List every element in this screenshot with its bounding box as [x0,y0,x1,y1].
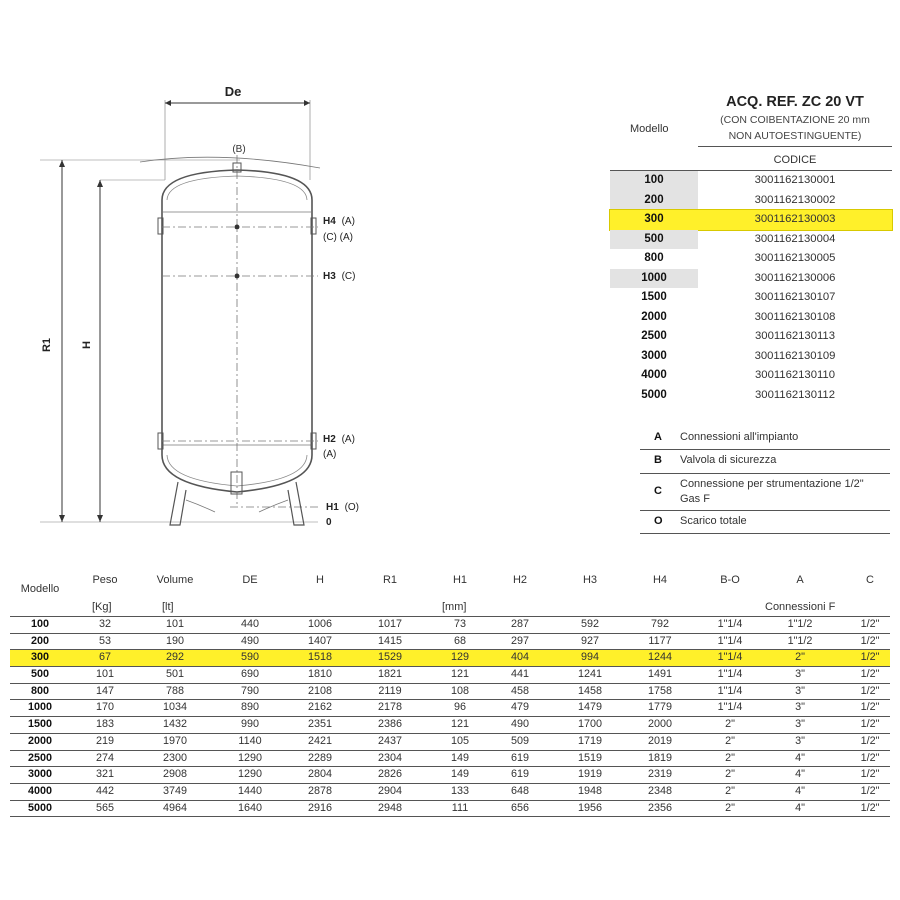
label-h2-conn: (A) [341,434,355,445]
table-cell-model: 200 [30,634,49,647]
table-cell: 690 [240,668,259,681]
table-cell: 101 [165,618,184,630]
code-table-model: 1500 [641,291,667,303]
table-cell: 2019 [647,734,673,747]
code-table-model: 300 [644,213,664,225]
table-cell: 2319 [647,768,673,781]
table-cell: 2348 [647,784,673,797]
code-table-row [610,230,892,250]
table-cell-model: 2500 [27,751,53,764]
table-cell: 2" [725,751,735,764]
code-table-modello-label: Modello [630,123,669,135]
table-cell: 1948 [577,784,603,797]
svg-text:H3 (C) [323,271,355,282]
table-cell: 2351 [307,718,333,731]
legend-key: C [654,485,662,497]
legend-item-c [640,474,890,511]
svg-text:H1 (O) [326,502,359,513]
table-cell: 1407 [307,634,333,647]
code-table-code: 3001162130004 [754,232,836,245]
table-cell: 1/2" [860,768,880,781]
label-h: H [81,341,93,349]
table-cell: 2948 [377,801,403,814]
table-cell: 3" [795,701,805,714]
table-cell: 619 [510,768,529,781]
table-cell: 1"1/4 [717,618,743,630]
table-cell: 2119 [378,684,402,697]
legend-key: A [654,431,662,443]
table-cell: 490 [510,718,529,731]
table-cell: 108 [450,684,469,697]
table-cell: 4" [795,768,805,781]
code-table-model: 100 [610,171,698,191]
code-table-code: 3001162130005 [754,252,836,264]
table-cell: 479 [510,701,529,714]
table-cell: 1779 [647,701,673,714]
table-cell: 490 [240,634,259,647]
label-h4-conn: (A) [341,216,355,227]
table-cell: 441 [510,668,529,681]
table-cell: 96 [453,701,466,714]
table-cell: 149 [450,751,469,764]
legend-text: Connessione per strumentazione 1/2" Gas F [680,478,864,505]
table-row [10,617,890,634]
table-cell: 105 [450,734,469,747]
table-cell-model: 500 [30,668,49,681]
table-cell: 619 [510,751,529,764]
table-cell: 648 [510,784,529,797]
table-cell: 1290 [237,751,263,764]
table-row [10,667,890,684]
data-table [10,570,890,817]
table-cell: 133 [450,784,469,797]
table-cell: 101 [95,668,114,681]
table-cell: 111 [451,801,469,814]
table-cell: 1440 [237,784,263,797]
table-cell: 68 [453,634,466,647]
table-cell: 1/2" [860,684,880,697]
table-cell: 2" [725,801,735,814]
table-cell: 121 [450,718,469,731]
table-cell: 2" [725,784,735,797]
label-r1: R1 [41,337,53,353]
legend-text: Scarico totale [680,515,747,527]
table-cell: 1810 [307,668,333,681]
column-header: Volume [156,574,194,586]
table-cell: 458 [510,684,529,697]
code-table-row [610,210,892,230]
table-cell: 1819 [647,751,673,764]
table-cell: 592 [580,618,599,630]
table-cell: 2437 [377,734,403,747]
table-row [10,751,890,768]
table-row [10,801,890,818]
table-cell: 1"1/4 [717,651,743,664]
table-cell: 1/2" [860,634,880,647]
table-cell-model: 800 [30,684,49,697]
svg-text:H2 (A) [323,434,355,445]
table-cell: 565 [95,801,114,814]
code-table-row [610,191,892,211]
table-cell: 2826 [377,768,403,781]
table-cell: 1519 [577,751,603,764]
table-cell: 2000 [647,718,673,731]
column-header: H1 [452,574,468,586]
table-cell: 1177 [648,634,672,647]
table-cell: 1/2" [860,718,880,731]
table-cell: 1/2" [860,734,880,747]
table-cell: 73 [453,618,466,630]
label-h1-conn: (O) [344,502,360,513]
table-cell: 2" [725,718,735,731]
table-cell: 219 [95,734,114,747]
table-cell: 147 [95,684,114,697]
table-cell: 404 [510,651,529,664]
table-cell: 1529 [377,651,403,664]
table-row [10,717,890,734]
code-table-row [610,171,892,191]
table-cell: 32 [98,618,111,630]
table-cell: 149 [450,768,469,781]
table-cell: 321 [95,768,114,781]
table-cell: 1479 [577,701,603,714]
code-table-code: 3001162130110 [755,369,835,381]
code-table-codice-label: CODICE [773,154,817,166]
table-cell: 2178 [377,701,403,714]
code-table-title: ACQ. REF. ZC 20 VT [726,94,864,110]
code-table-model: 3000 [641,349,667,362]
table-cell: 1919 [577,768,603,781]
column-header: Peso [92,574,118,586]
code-table-row [610,288,892,308]
legend-key: O [654,515,663,527]
table-cell: 927 [580,634,599,647]
table-cell: 1956 [577,801,603,814]
column-header: DE [242,574,258,586]
table-cell: 1758 [647,684,673,697]
label-h3-conn: (C) [341,271,356,282]
table-cell: 2" [725,734,735,747]
table-cell: 994 [580,651,599,664]
table-cell: 2289 [307,751,333,764]
code-table-row [610,327,892,347]
table-cell-model: 4000 [27,784,53,797]
table-cell: 1"1/4 [717,684,743,697]
table-cell: 509 [510,734,529,747]
table-row [10,684,890,701]
table-cell: 4" [795,751,805,764]
table-cell: 1432 [162,718,188,731]
table-row [10,634,890,651]
column-header: R1 [382,574,398,586]
table-cell: 1518 [307,651,333,664]
table-cell-model: 1000 [27,701,53,714]
label-c-a: (C) (A) [323,232,353,243]
column-header: H [316,574,324,586]
table-cell: 1140 [238,734,262,747]
legend-item-a [640,427,890,450]
table-cell: 2878 [307,784,333,797]
table-cell: 1017 [377,618,403,630]
legend [640,427,890,534]
table-cell: 53 [98,634,111,647]
table-cell: 1/2" [860,651,880,664]
table-cell: 656 [510,801,529,814]
code-table-code: 3001162130006 [754,271,836,284]
table-cell: 590 [240,651,259,664]
code-table-subtitle-1: (CON COIBENTAZIONE 20 mm [720,114,870,126]
table-cell: 1"1/2 [787,634,813,647]
table-cell: 1290 [237,768,263,781]
table-cell: 2162 [307,701,333,714]
table-cell: 67 [98,651,111,664]
code-table-model: 4000 [641,369,667,381]
column-header: C [866,574,874,586]
table-cell: 890 [240,701,259,714]
table-cell: 440 [240,618,259,630]
code-table-model: 2500 [641,330,667,342]
code-table-model: 200 [610,191,698,211]
table-cell: 1034 [162,701,188,714]
table-cell: 2386 [377,718,403,731]
table-row [10,734,890,751]
table-cell: 3" [795,734,805,747]
table-row [10,650,890,667]
table-cell: 1"1/4 [717,668,743,681]
code-table-row [610,308,892,328]
table-cell: 2904 [377,784,403,797]
legend-item-b [640,450,890,474]
table-cell: 1"1/4 [717,634,743,647]
table-cell: 501 [165,668,184,681]
svg-text:H4 (A) [323,216,355,227]
column-header: H4 [652,574,668,586]
code-table [610,92,892,405]
table-cell: 2304 [377,751,403,764]
code-table-row [610,249,892,269]
table-cell: 1/2" [860,751,880,764]
table-cell: 790 [240,684,259,697]
table-cell: 990 [240,718,259,731]
code-table-row [610,366,892,386]
label-b: (B) [232,144,246,155]
table-cell: 1491 [647,668,673,681]
code-table-code: 3001162130001 [754,174,836,186]
table-cell-model: 300 [30,651,49,664]
unit-mm: [mm] [442,601,467,613]
table-cell: 287 [510,618,529,630]
table-cell-model: 5000 [27,801,53,814]
code-table-code: 3001162130003 [754,213,836,225]
table-cell: 2108 [307,684,333,697]
table-cell: 1458 [577,684,603,697]
data-table-units [10,600,890,617]
table-cell: 1970 [162,734,188,747]
label-h4: H4 [323,216,336,227]
table-cell: 3749 [162,784,188,797]
code-table-model: 1000 [610,269,698,289]
code-table-divider [698,146,892,147]
table-cell: 4" [795,801,805,814]
table-cell: 1415 [377,634,403,647]
table-cell: 190 [165,634,184,647]
table-cell: 1719 [577,734,603,747]
table-cell: 183 [95,718,114,731]
label-h2-conn2: (A) [323,449,337,460]
code-table-model: 500 [610,230,698,250]
table-cell: 4964 [162,801,188,814]
table-cell: 1821 [377,668,403,681]
code-table-code: 3001162130107 [754,291,836,303]
unit-connessioni: Connessioni F [765,601,836,613]
tank-diagram [0,0,600,560]
table-cell: 1/2" [860,801,880,814]
table-row [10,700,890,717]
table-cell: 2804 [307,768,333,781]
label-h3: H3 [323,271,336,282]
column-header: A [796,574,804,586]
table-cell: 1700 [577,718,603,731]
table-cell-model: 2000 [27,734,53,747]
table-cell: 2" [795,651,805,664]
column-header: B-O [720,574,740,586]
table-cell: 1006 [307,618,333,630]
table-cell-model: 3000 [27,768,53,781]
table-cell: 2421 [307,734,333,747]
table-cell: 121 [450,668,469,681]
label-de: De [224,84,242,99]
unit-lt: [lt] [162,601,174,613]
table-cell: 297 [510,634,529,647]
label-h1: H1 [326,502,339,513]
table-cell: 274 [95,751,114,764]
table-row [10,767,890,784]
table-cell: 1"1/4 [717,701,743,714]
code-table-code: 3001162130108 [754,310,836,323]
table-cell: 129 [450,651,469,664]
table-row [10,784,890,801]
column-header: Modello [20,583,60,595]
table-cell: 4" [795,784,805,797]
table-cell: 3" [795,718,805,731]
table-cell: 3" [795,684,805,697]
table-cell: 2" [725,768,735,781]
table-cell: 1/2" [860,701,880,714]
table-cell: 1244 [647,651,673,664]
table-cell-model: 1500 [27,718,53,731]
code-table-subtitle-2: NON AUTOESTINGUENTE) [728,130,862,142]
data-table-header [10,570,890,600]
legend-text: Connessioni all'impianto [680,431,799,443]
table-cell: 1/2" [860,618,880,630]
table-cell: 2908 [162,768,188,781]
label-h2: H2 [323,434,336,445]
code-table-row [610,347,892,367]
table-cell: 792 [650,618,669,630]
column-header: H2 [512,574,528,586]
table-cell: 3" [795,668,805,681]
code-table-code: 3001162130002 [754,193,836,206]
legend-key: B [654,454,662,466]
unit-kg: [Kg] [92,601,112,613]
table-cell: 1/2" [860,668,880,681]
code-table-model: 5000 [641,388,667,401]
table-cell: 788 [165,684,184,697]
table-cell: 2356 [647,801,673,814]
table-cell: 1"1/2 [787,618,813,630]
table-cell: 2916 [307,801,333,814]
code-table-code: 3001162130113 [755,330,835,342]
code-table-row [610,269,892,289]
table-cell: 442 [95,784,114,797]
legend-text: Valvola di sicurezza [680,454,777,466]
code-table-model: 2000 [641,310,667,323]
code-table-model: 800 [644,252,664,264]
table-cell: 1/2" [860,784,880,797]
table-cell: 292 [165,651,184,664]
code-table-code: 3001162130109 [754,349,836,362]
column-header: H3 [582,574,598,586]
table-cell: 2300 [162,751,188,764]
table-cell: 1640 [237,801,263,814]
table-cell: 170 [95,701,114,714]
code-table-code: 3001162130112 [755,388,835,401]
legend-item-o [640,511,890,534]
table-cell-model: 100 [30,618,49,630]
code-table-row [610,386,892,406]
label-zero: 0 [326,517,332,528]
table-cell: 1241 [577,668,603,681]
